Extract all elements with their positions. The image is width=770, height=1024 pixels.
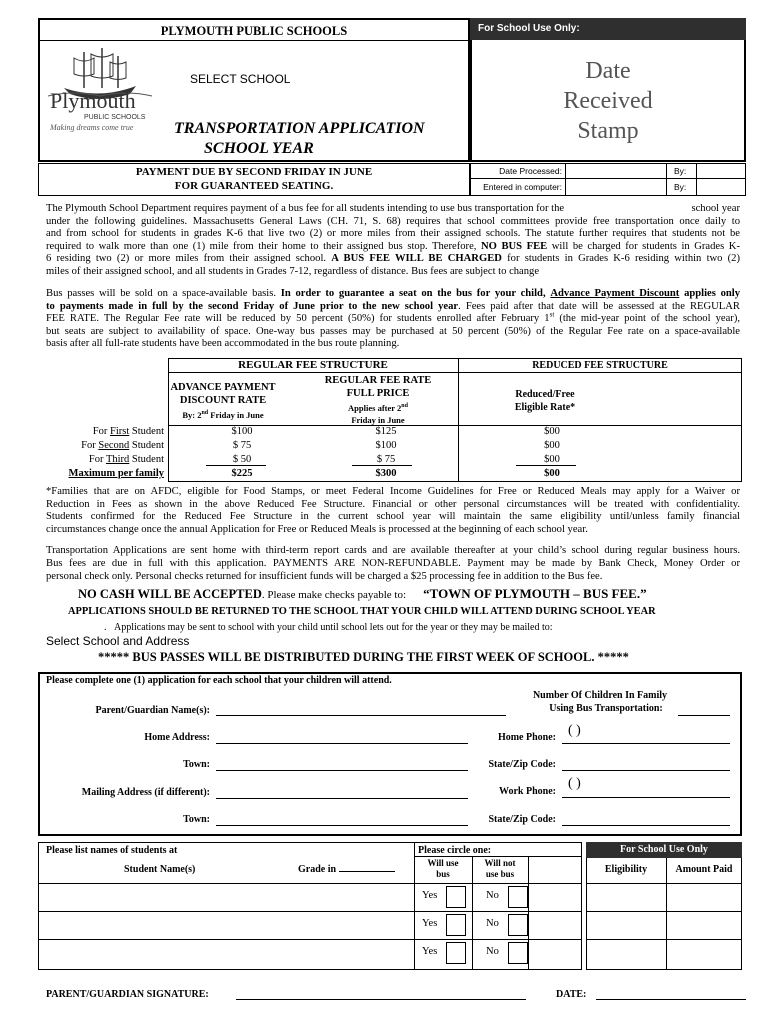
yes-option[interactable]: Yes bbox=[422, 918, 438, 929]
fee-row-label: For Second Student bbox=[81, 440, 164, 451]
app-title: TRANSPORTATION APPLICATION bbox=[174, 120, 425, 137]
parent-label: Parent/Guardian Name(s): bbox=[95, 705, 210, 716]
fee-adv-value: $100 bbox=[231, 426, 253, 437]
eligibility-col: Eligibility bbox=[604, 864, 648, 875]
school-year-title: SCHOOL YEAR bbox=[204, 140, 314, 157]
state-zip-input-1[interactable] bbox=[562, 770, 730, 771]
town-input-2[interactable] bbox=[216, 825, 468, 826]
distribution-note: ***** BUS PASSES WILL BE DISTRIBUTED DURING THE FIRST WEEK OF SCHOOL. ***** bbox=[98, 650, 629, 664]
select-address[interactable]: Select School and Address bbox=[46, 634, 190, 648]
work-phone-paren: ( ) bbox=[568, 776, 581, 791]
stamp-line-3: Stamp bbox=[577, 118, 639, 144]
parent-input[interactable] bbox=[216, 715, 506, 716]
no-checkbox[interactable] bbox=[508, 914, 528, 936]
home-address-label: Home Address: bbox=[144, 732, 210, 743]
signature-input[interactable] bbox=[236, 999, 526, 1000]
town-label-2: Town: bbox=[183, 814, 210, 825]
fee-row-label: For Third Student bbox=[88, 454, 164, 465]
fee-adv-value: $ 50 bbox=[232, 454, 252, 465]
yes-option[interactable]: Yes bbox=[422, 946, 438, 957]
grade-col: Grade in bbox=[298, 864, 395, 875]
fee-red-value: $00 bbox=[544, 426, 560, 437]
home-phone-input[interactable] bbox=[562, 743, 730, 744]
logo-sub: PUBLIC SCHOOLS bbox=[84, 114, 146, 121]
entered-computer-label: Entered in computer: bbox=[483, 182, 562, 192]
num-children-input[interactable] bbox=[678, 715, 730, 716]
student-row-1 bbox=[414, 884, 582, 911]
fee-red-value: $00 bbox=[544, 440, 560, 451]
students-office-box bbox=[586, 842, 742, 970]
circle-line bbox=[414, 856, 582, 857]
logo-main: Plymouth bbox=[50, 88, 136, 113]
school-name: PLYMOUTH PUBLIC SCHOOLS bbox=[160, 24, 348, 38]
yes-checkbox[interactable] bbox=[446, 942, 466, 964]
payee: “TOWN OF PLYMOUTH – BUS FEE.” bbox=[423, 586, 647, 601]
max-adv-value: $225 bbox=[231, 468, 253, 479]
fee-header-line bbox=[168, 372, 742, 373]
office-row-line-1 bbox=[586, 911, 742, 912]
logo bbox=[44, 44, 156, 144]
date-label: DATE: bbox=[556, 989, 587, 1000]
work-phone-input[interactable] bbox=[562, 797, 730, 798]
no-option[interactable]: No bbox=[486, 946, 499, 957]
logo-tagline: Making dreams come true bbox=[50, 123, 134, 132]
processed-divider bbox=[470, 178, 746, 179]
home-phone-paren: ( ) bbox=[568, 723, 581, 738]
reduced-rate-header: Reduced/Free Eligible Rate* bbox=[514, 389, 576, 413]
work-phone-label: Work Phone: bbox=[499, 786, 556, 797]
transport-note: Transportation Applications are sent home with third-term report cards and are available thereafter at your child’s school during regular business hours. Bus fees are due in full with this application. PAYMENTS ARE NON-REFUNDABLE. Payment may be made by Bank Check, Money Order or personal check only. Personal checks returned for insufficient funds will be charged a $25 processing fee in addition to the Bus fee. bbox=[46, 545, 740, 582]
signature-label: PARENT/GUARDIAN SIGNATURE: bbox=[46, 989, 209, 1000]
fee-reg-value: $100 bbox=[375, 440, 397, 451]
town-input-1[interactable] bbox=[216, 770, 468, 771]
return-note: APPLICATIONS SHOULD BE RETURNED TO THE SCHOOL THAT YOUR CHILD WILL ATTEND DURING SCHOOL YEAR bbox=[68, 606, 656, 617]
no-checkbox[interactable] bbox=[508, 886, 528, 908]
by-label-2: By: bbox=[674, 182, 687, 192]
regular-rate-header: REGULAR FEE RATE FULL PRICE Applies after 2nd Friday in June bbox=[324, 375, 432, 426]
intro-p1: The Plymouth School Department requires payment of a bus fee for all students intending to use bus transportation for the school year under the following guidelines. Massachusetts General Laws (CH. 71, S. 68) requires that school committees provide free transportation once daily to and from school for students in grades K-6 that live two (2) or more miles from their assigned schools. The statute further requires that students not be required to walk more than one (1) mile from their home to their assigned bus stop. Therefore, NO BUS FEE will be charged for students in Grades K- 6 residing two (2) or more miles from their assigned school. A BUS FEE WILL BE CHARGED for students in Grades K-6 residing within two (2) miles of their assigned school, and all students in Grades 7-12, regardless of distance. Bus fees are subject to change bbox=[46, 203, 741, 277]
yes-checkbox[interactable] bbox=[446, 886, 466, 908]
office-header-line bbox=[586, 883, 742, 884]
no-option[interactable]: No bbox=[486, 890, 499, 901]
advance-payment-header: ADVANCE PAYMENT DISCOUNT RATE By: 2nd Friday in June bbox=[170, 382, 276, 420]
will-use-col: Will use bus bbox=[427, 858, 459, 879]
state-zip-input-2[interactable] bbox=[562, 825, 730, 826]
afdc-note: *Families that are on AFDC, eligible for Food Stamps, or meet Federal Income Guidelines for Free or Reduced Meals may apply for a Waiver or Reduction in Fees as shown in the above Reduced Fee Structure. Financial or other personal circumstances will be treated with confidentiality. Students confirmed for the Reduced Fee Structure in the current school year will maintain the same eligibility until/unless family financial circumstances change once the annual Application for Free or Reduced Meals is processed at the beginning of each school year. bbox=[46, 486, 740, 535]
fee-reg-value: $ 75 bbox=[376, 454, 396, 465]
home-phone-label: Home Phone: bbox=[497, 732, 556, 743]
mailing-label: Mailing Address (if different): bbox=[81, 787, 210, 798]
mailing-input[interactable] bbox=[216, 798, 468, 799]
reduced-fee-header: REDUCED FEE STRUCTURE bbox=[532, 360, 668, 371]
regular-fee-header: REGULAR FEE STRUCTURE bbox=[238, 359, 388, 371]
select-school[interactable]: SELECT SCHOOL bbox=[190, 72, 291, 86]
amount-paid-col: Amount Paid bbox=[675, 864, 733, 875]
home-address-input[interactable] bbox=[216, 743, 468, 744]
processed-vline1 bbox=[666, 163, 667, 196]
date-input[interactable] bbox=[596, 999, 746, 1000]
student-row-2 bbox=[414, 912, 582, 939]
payment-due-2: FOR GUARANTEED SEATING. bbox=[174, 180, 334, 192]
date-processed-label: Date Processed: bbox=[499, 166, 562, 176]
sum-line-adv bbox=[206, 465, 266, 466]
fee-red-value: $00 bbox=[544, 454, 560, 465]
fee-row-label: For First Student bbox=[92, 426, 164, 437]
yes-option[interactable]: Yes bbox=[422, 890, 438, 901]
max-reg-value: $300 bbox=[375, 468, 397, 479]
fee-row-2 bbox=[40, 440, 740, 454]
no-option[interactable]: No bbox=[486, 918, 499, 929]
stamp-line-1: Date bbox=[585, 58, 631, 84]
state-zip-label-2: State/Zip Code: bbox=[488, 814, 556, 825]
fee-row-1 bbox=[40, 426, 740, 440]
processed-vline2 bbox=[696, 163, 697, 196]
sum-line-red bbox=[516, 465, 576, 466]
fee-adv-value: $ 75 bbox=[232, 440, 252, 451]
stamp-line-2: Received bbox=[563, 88, 653, 114]
form-instruction: Please complete one (1) application for each school that your children will attend. bbox=[46, 675, 392, 686]
fee-reg-value: $125 bbox=[375, 426, 397, 437]
town-label-1: Town: bbox=[183, 759, 210, 770]
max-red-value: $00 bbox=[544, 468, 560, 479]
will-not-col: Will not use bus bbox=[484, 858, 516, 879]
sum-line-reg bbox=[352, 465, 412, 466]
no-cash: NO CASH WILL BE ACCEPTED bbox=[78, 587, 262, 601]
fee-row-max bbox=[40, 468, 740, 482]
header-divider bbox=[38, 40, 470, 41]
office-use-title: For School Use Only: bbox=[470, 18, 746, 40]
state-zip-label-1: State/Zip Code: bbox=[488, 759, 556, 770]
students-office-header: For School Use Only bbox=[586, 842, 742, 858]
no-checkbox[interactable] bbox=[508, 942, 528, 964]
mail-note: . Applications may be sent to school with your child until school lets out for the year or they may be mailed to: bbox=[104, 622, 553, 633]
payment-due-1: PAYMENT DUE BY SECOND FRIDAY IN JUNE bbox=[135, 166, 373, 178]
yes-checkbox[interactable] bbox=[446, 914, 466, 936]
num-children-label: Number Of Children In Family Using Bus Transportation: bbox=[532, 690, 668, 714]
processed-vline0 bbox=[565, 163, 566, 196]
office-row-line-2 bbox=[586, 939, 742, 940]
no-cash-line: NO CASH WILL BE ACCEPTED. Please make checks payable to: “TOWN OF PLYMOUTH – BUS FEE.” bbox=[78, 586, 647, 601]
by-label-1: By: bbox=[674, 166, 687, 176]
students-list-header: Please list names of students at bbox=[46, 845, 178, 856]
student-row-3 bbox=[414, 940, 582, 967]
circle-one-label: Please circle one: bbox=[418, 845, 492, 856]
max-family-label: Maximum per family bbox=[68, 468, 164, 479]
student-name-col: Student Name(s) bbox=[124, 864, 196, 875]
intro-p2: Bus passes will be sold on a space-available basis. In order to guarantee a seat on the bus for your child, Advance Payment Discount applies only to payments made in full by the second Friday of June prior to the new school year. Fees paid after that date will be assessed at the REGULAR FEE RATE. The Regular Fee rate will be reduced by 50 percent (50%) for students enrolled after February 1st (the mid-year point of the school year), but seats are subject to availability of space. One-way bus passes may be purchased at 50 percent (50%) of the Regular Fee rate on a space-available basis after all full-rate students have been accommodated in the bus route planning. bbox=[46, 288, 741, 349]
